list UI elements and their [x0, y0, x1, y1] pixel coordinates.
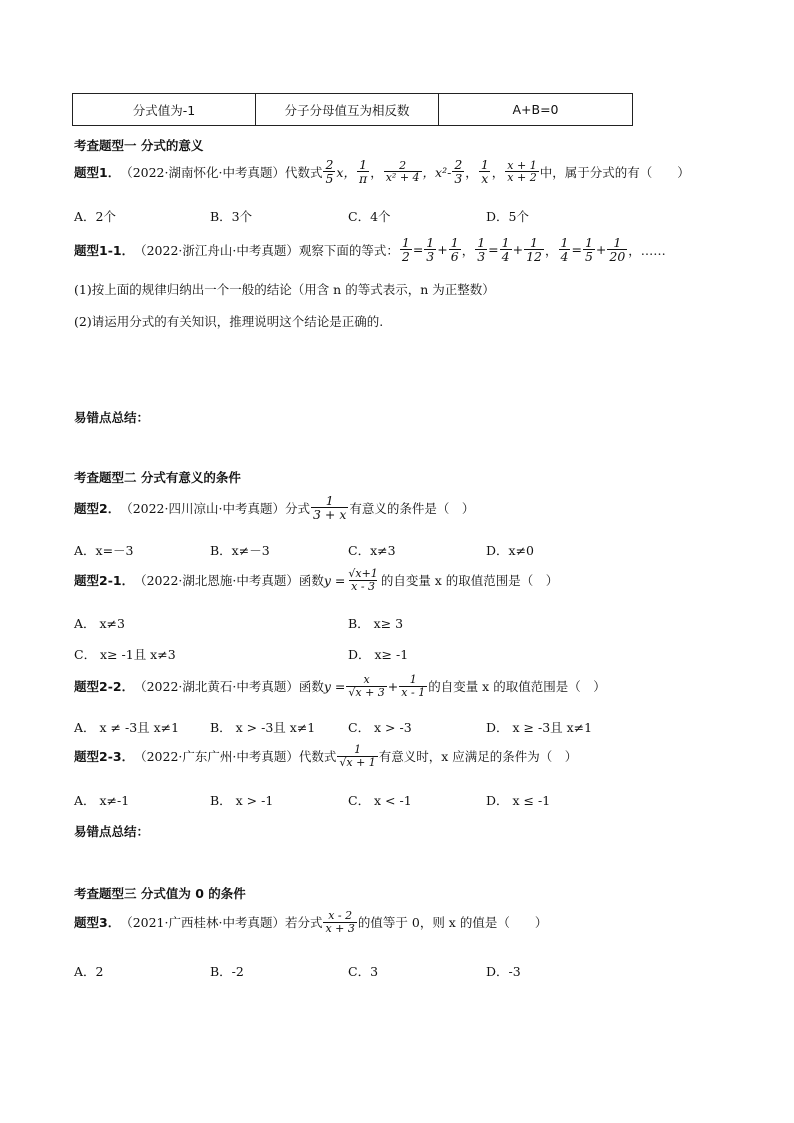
option-c: C． x≥ -1且 x≠3 [74, 647, 176, 662]
fraction: $\frac{2}{\text{x² + 4}}$ [385, 158, 420, 185]
question-source: （2022·浙江舟山·中考真题）观察下面的等式： [134, 242, 399, 258]
option-c: C． x > -3 [348, 720, 412, 735]
question-label: 题型2-3． [74, 749, 135, 765]
fraction: $\frac{1}{20}$ [609, 235, 626, 265]
fraction: $\frac{1}{6}$ [450, 235, 459, 265]
question-source: （2022·广东广州·中考真题）代数式 [134, 749, 337, 765]
option-b: B．x≠－3 [210, 543, 270, 558]
fraction: $\frac{1}{\pi}$ [358, 157, 368, 187]
option-d: D． x≥ -1 [348, 647, 409, 662]
fraction: $\frac{1}{x - 1}$ [401, 673, 426, 699]
summary-table [72, 93, 633, 126]
table-cell: A+B=0 [439, 94, 633, 126]
fraction: $\frac{x}{√x + 3}$ [348, 673, 385, 699]
fraction: $\frac{1}{√x + 1}$ [339, 743, 376, 769]
fraction: $\frac{x - 2}{x + 3}$ [325, 909, 355, 935]
operator: + [387, 678, 399, 694]
ellipsis: ，…… [628, 242, 666, 258]
question-label: 题型2-2． [74, 679, 135, 695]
option-a: A． x≠-1 [74, 793, 130, 808]
option-a: A．2 [74, 964, 104, 979]
option-a: A． x ≠ -3且 x≠1 [74, 720, 180, 735]
fraction: $\frac{1}{3}$ [426, 235, 435, 265]
fraction: $\frac{1}{5}$ [584, 235, 593, 265]
sub-question-2: (2)请运用分式的有关知识，推理说明这个结论是正确的. [74, 314, 384, 329]
question-source: （2022·四川凉山·中考真题）分式 [120, 500, 310, 516]
question-1-1: 题型1-1． （2022·浙江舟山·中考真题）观察下面的等式： $\frac{1}{2}$ = $\frac{1}{3}$ + $\frac{1}{6}$ ， $\frac{1}{3}$ = $\frac{1}{4}$ + $\frac{1}{12}$ ， $\frac{1}{4}$ = $\frac{1}{5}$ + $\frac{1}{20}$ ，…… [74, 235, 666, 265]
question-1 [74, 158, 690, 185]
option-d: D．-3 [486, 964, 521, 979]
option-b: B． x > -1 [210, 793, 274, 808]
fraction: $\frac{1}{4}$ [560, 235, 569, 265]
question-label: 题型3． [74, 915, 121, 931]
question-source: （2022·湖南怀化·中考真题）代数式 [120, 164, 323, 180]
question-label: 题型1． [74, 164, 121, 180]
fraction: $\frac{1}{2}$ [401, 235, 410, 265]
question-tail: 的值等于 0，则 x 的值是（ ） [357, 915, 548, 931]
question-label: 题型2-1． [74, 573, 135, 589]
question-2-1 [74, 568, 558, 592]
section-heading: 考查题型三 分式值为 0 的条件 [74, 886, 246, 901]
question-3 [74, 910, 547, 934]
question-source: （2022·湖北黄石·中考真题）函数 [134, 679, 324, 695]
fraction: $\frac{2}{5}$ [325, 157, 334, 187]
question-source: （2022·湖北恩施·中考真题）函数 [134, 573, 324, 589]
fraction: $\frac{1}{4}$ [501, 235, 510, 265]
option-c: C．3 [348, 964, 379, 979]
question-label: 题型2． [74, 500, 121, 516]
option-d: D．x≠0 [486, 543, 534, 558]
question-tail: 有意义时，x 应满足的条件为（ ） [378, 749, 578, 765]
section-heading: 考查题型一 分式的意义 [74, 138, 204, 153]
fraction: $\frac{1}{12}$ [526, 235, 542, 265]
question-tail: 中，属于分式的有（ ） [539, 164, 690, 180]
option-c: C．4个 [348, 209, 391, 224]
question-source: （2021·广西桂林·中考真题）若分式 [120, 915, 323, 931]
table-cell: 分子分母值互为相反数 [256, 94, 439, 126]
question-2-3 [74, 744, 577, 768]
question-tail: 的自变量 x 的取值范围是（ ） [380, 573, 559, 589]
option-d: D．5个 [486, 209, 529, 224]
option-d: D． x ≥ -3且 x≠1 [486, 720, 593, 735]
option-a: A．2个 [74, 209, 116, 224]
fraction: $\frac{x + 1}{x + 2}$ [507, 158, 537, 185]
question-label: 题型1-1． [74, 242, 135, 258]
option-c: C． x < -1 [348, 793, 412, 808]
option-b: B． x > -3且 x≠1 [210, 720, 316, 735]
option-b: B． x≥ 3 [348, 616, 404, 631]
question-2-2 [74, 674, 606, 698]
question-tail: 有意义的条件是（ ） [349, 500, 475, 516]
option-d: D． x ≤ -1 [486, 793, 551, 808]
table-cell: 分式值为-1 [73, 94, 256, 126]
separator: ， [491, 164, 505, 180]
option-b: B．-2 [210, 964, 244, 979]
question-tail: 的自变量 x 的取值范围是（ ） [428, 679, 606, 695]
fraction: $\frac{1}{3}$ [477, 235, 486, 265]
option-c: C．x≠3 [348, 543, 396, 558]
fraction: $\frac{√x+1}{x - 3}$ [348, 567, 378, 593]
error-summary-label: 易错点总结： [74, 824, 150, 839]
fraction: $\frac{1}{x}$ [480, 157, 489, 187]
math-text: ，x²- [422, 164, 452, 180]
math-text: y = [323, 678, 346, 694]
math-text: x， [336, 164, 356, 180]
question-2 [74, 494, 474, 521]
option-b: B．3个 [210, 209, 253, 224]
option-a: A． x≠3 [74, 616, 125, 631]
separator: ， [465, 164, 478, 180]
math-text: y = [323, 572, 346, 588]
sub-question-1: (1)按上面的规律归纳出一个一般的结论（用含 n 的等式表示，n 为正整数） [74, 282, 495, 297]
error-summary-label: 易错点总结： [74, 410, 150, 425]
separator: ， [370, 164, 383, 180]
section-heading: 考查题型二 分式有意义的条件 [74, 470, 241, 485]
fraction: $\frac{1}{3 + x}$ [312, 493, 347, 523]
fraction: $\frac{2}{3}$ [454, 157, 463, 187]
option-a: A．x=－3 [74, 543, 134, 558]
